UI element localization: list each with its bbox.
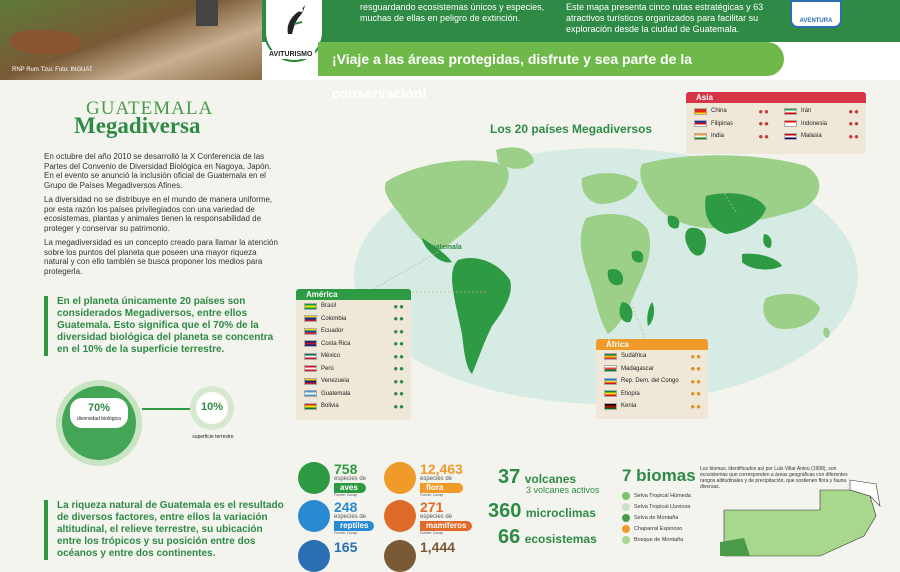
country-name: Malasia: [801, 133, 822, 140]
country-row-asia: [686, 105, 776, 118]
flag-icon: [304, 315, 317, 322]
paragraph-2: La diversidad no se distribuye en el mundo de manera uniforme, por esta razón los países privilegiados con una variedad de ecosistemas, plantas y animales tienen la responsabilidad de proteger y conservar su patrimonio.: [44, 195, 273, 233]
biome-color-dot: [622, 503, 630, 511]
rock-shape: [10, 30, 80, 54]
country-name: Etiopía: [621, 390, 640, 397]
biome-item: [622, 492, 691, 500]
country-name: Colombia: [321, 315, 347, 322]
flag-icon: [604, 378, 617, 385]
biodiversity-percent: 70%: [87, 402, 111, 414]
species-source: Fuente: Conap: [334, 531, 358, 535]
country-row-america: [296, 350, 411, 363]
biome-color-dot: [622, 536, 630, 544]
biome-name: Selva Tropical Húmeda: [634, 493, 691, 499]
microclimas-stat: [488, 500, 596, 523]
flag-icon: [304, 403, 317, 410]
country-row-africa: [596, 363, 708, 376]
species-photo-icon: [298, 462, 330, 494]
animal-icon: ●●: [758, 131, 770, 141]
ecosistemas-stat: [498, 526, 597, 549]
panel-america: [296, 289, 411, 420]
country-row-america: [296, 313, 411, 326]
country-row-africa: [596, 375, 708, 388]
biome-name: Selva de Montaña: [634, 515, 679, 521]
asia-country-list: [686, 103, 866, 143]
animal-icon: ●●: [690, 389, 702, 399]
flag-icon: [604, 390, 617, 397]
country-name: Filipinas: [711, 120, 734, 127]
title-guatemala: GUATEMALA: [86, 98, 214, 119]
country-name: Kenia: [621, 403, 637, 410]
country-name: India: [711, 133, 725, 140]
animal-icon: ●●: [393, 314, 405, 324]
africa-country-list: [596, 350, 708, 413]
country-row-asia: [776, 130, 866, 143]
volcanes-sub: 3 volcanes activos: [526, 485, 600, 495]
species-photo-icon: [384, 462, 416, 494]
country-name: Irán: [801, 108, 812, 115]
animal-icon: ●●: [848, 106, 860, 116]
animal-icon: ●●: [393, 339, 405, 349]
species-unit: especies de: [334, 514, 367, 520]
aventura-badge: [790, 0, 842, 28]
country-row-america: [296, 363, 411, 376]
ecosistemas-label: ecosistemas: [524, 532, 597, 546]
species-number: 248: [334, 499, 358, 515]
species-group: flora: [420, 483, 463, 493]
paragraph-3: La megadiversidad es un concepto creado para llamar la atención sobre los puntos del planeta que poseen una mayor riqueza natural y con ello también se busca proponer los medios para protegerla.: [44, 238, 278, 276]
country-name: Perú: [321, 365, 334, 372]
animal-icon: ●●: [848, 131, 860, 141]
guatemala-map-label: Guatemala: [426, 244, 462, 251]
country-name: Venezuela: [321, 378, 350, 385]
animal-icon: ●●: [758, 119, 770, 129]
paragraph-1: En octubre del año 2010 se desarrolló la X Conferencia de las Partes del Convenio de Diversidad Biológica en Nagoya, Japón. En el evento se anunció la inclusión oficial de Guatemala en el Grupo de Países Megadiversos Afines.: [44, 152, 272, 190]
animal-icon: ●●: [393, 389, 405, 399]
panel-africa: [596, 339, 708, 419]
animal-icon: ●●: [690, 351, 702, 361]
guatemala-biome-map: [700, 476, 890, 556]
title-megadiversa: Megadiversa: [74, 113, 201, 138]
flag-icon: [304, 365, 317, 372]
intro-left-text: resguardando ecosistemas únicos y especies, muchas de ellas en peligro de extinción.: [360, 2, 545, 23]
country-row-america: [296, 400, 411, 413]
animal-icon: ●●: [393, 351, 405, 361]
flag-icon: [304, 340, 317, 347]
flag-icon: [604, 403, 617, 410]
biome-color-dot: [622, 514, 630, 522]
photo-caption: RNP Rum Tzul. Foto: INGUAT: [12, 67, 93, 73]
species-group: aves: [334, 483, 366, 493]
species-stat: [384, 500, 472, 535]
species-photo-icon: [384, 500, 416, 532]
country-name: Bolivia: [321, 403, 339, 410]
flag-icon: [304, 378, 317, 385]
species-number: 271: [420, 499, 444, 515]
species-photo-icon: [298, 500, 330, 532]
species-stat: [384, 540, 455, 572]
biome-color-dot: [622, 492, 630, 500]
flag-icon: [304, 353, 317, 360]
animal-icon: ●●: [393, 376, 405, 386]
panel-asia-title: Asia: [686, 92, 866, 103]
flag-icon: [784, 120, 797, 127]
photo-trail: [0, 0, 262, 80]
country-row-america: [296, 300, 411, 313]
volcanes-number: 37: [498, 466, 521, 488]
surface-percent: 10%: [200, 401, 224, 413]
animal-icon: ●●: [393, 326, 405, 336]
country-row-asia: [686, 130, 776, 143]
microclimas-label: microclimas: [525, 506, 596, 520]
animal-icon: ●●: [393, 401, 405, 411]
animal-icon: ●●: [690, 364, 702, 374]
flag-icon: [694, 108, 707, 115]
country-name: Brasil: [321, 303, 337, 310]
animal-icon: ●●: [393, 301, 405, 311]
species-group: reptiles: [334, 521, 374, 531]
flag-icon: [604, 353, 617, 360]
species-stat: [298, 540, 357, 572]
species-source: Fuente: Conap: [420, 493, 444, 497]
species-number: 165: [334, 539, 358, 555]
animal-icon: ●●: [690, 401, 702, 411]
species-photo-icon: [384, 540, 416, 572]
connector-line: [142, 408, 190, 410]
volcanes-stat: [498, 466, 600, 495]
country-name: Madagascar: [621, 365, 655, 372]
intro-right-text: Este mapa presenta cinco rutas estratégicas y 63 atractivos turísticos organizados para facilitar su exploración desde la ciudad de Guatemala.: [566, 2, 764, 34]
species-unit: especies de: [420, 514, 453, 520]
species-number: 1,444: [420, 539, 456, 555]
flag-icon: [694, 120, 707, 127]
country-name: Guatemala: [321, 390, 351, 397]
species-stat: [298, 500, 374, 535]
aventura-label: AVENTURA: [799, 18, 833, 24]
biome-item: [622, 525, 682, 533]
callout-20-countries: En el planeta únicamente 20 países son considerados Megadiversos, entre ellos Guatemala. Esto significa que el 70% de la diversidad biológica del planeta se concentra en el 10% de la superficie terrestre.: [44, 296, 284, 356]
country-name: Indonesia: [801, 120, 828, 127]
biomas-note: Los biomas, identificados así por Luis Villar Anleu (1998), son ecosistemas que corresponden a áreas geográficas con diferentes rangos altitudinales y de precipitación, que sostienen flora y fauna diversas.: [700, 466, 848, 490]
bird-icon: [284, 4, 306, 38]
biomas-title: 7 biomas: [622, 466, 696, 485]
species-number: 12,463: [420, 461, 463, 477]
flag-icon: [784, 133, 797, 140]
country-row-africa: [596, 400, 708, 413]
flag-icon: [304, 390, 317, 397]
flag-icon: [304, 303, 317, 310]
country-name: Rep. Dem. del Congo: [621, 378, 679, 385]
ecosistemas-number: 66: [498, 526, 521, 548]
surface-label: superficie terrestre: [192, 434, 234, 440]
panel-asia: [686, 92, 866, 154]
biome-name: Bosque de Montaña: [634, 537, 684, 543]
animal-icon: ●●: [758, 106, 770, 116]
country-row-america: [296, 338, 411, 351]
flag-icon: [784, 108, 797, 115]
biome-item: [622, 536, 683, 544]
country-name: Costa Rica: [321, 340, 351, 347]
map-title: Los 20 países Megadiversos: [490, 122, 653, 136]
panel-africa-title: África: [596, 339, 708, 350]
biome-item: [622, 503, 690, 511]
biodiversity-label: diversidad biológica: [77, 416, 121, 422]
biome-name: Chaparral Espinoso: [634, 526, 683, 532]
species-source: Fuente: Conap: [420, 531, 444, 535]
biome-name: Selva Tropical Lluviosa: [634, 504, 691, 510]
species-unit: especies de: [420, 476, 453, 482]
country-row-asia: [686, 118, 776, 131]
flag-icon: [694, 133, 707, 140]
animal-icon: ●●: [690, 376, 702, 386]
flag-icon: [304, 328, 317, 335]
volcanes-label: volcanes: [524, 472, 577, 486]
biodiversity-circle: [56, 380, 142, 466]
species-unit: especies de: [334, 476, 367, 482]
panel-america-title: América: [296, 289, 411, 300]
microclimas-number: 360: [488, 500, 522, 522]
species-stat: [384, 462, 463, 497]
species-source: Fuente: Conap: [334, 493, 358, 497]
country-name: Ecuador: [321, 328, 344, 335]
country-row-africa: [596, 350, 708, 363]
species-group: mamíferos: [420, 521, 472, 531]
country-row-america: [296, 375, 411, 388]
country-row-asia: [776, 105, 866, 118]
country-row-america: [296, 325, 411, 338]
animal-icon: ●●: [393, 364, 405, 374]
biome-item: [622, 514, 678, 522]
slogan-banner: ¡Viaje a las áreas protegidas, disfrute y sea parte de la conservación!: [318, 42, 784, 76]
country-name: China: [711, 108, 727, 115]
country-row-asia: [776, 118, 866, 131]
country-name: México: [321, 353, 341, 360]
species-number: 758: [334, 461, 358, 477]
animal-icon: ●●: [848, 119, 860, 129]
species-photo-icon: [298, 540, 330, 572]
america-country-list: [296, 300, 411, 413]
species-stat: [298, 462, 366, 497]
callout-riqueza: La riqueza natural de Guatemala es el resultado de diversos factores, entre ellos la variación altitudinal, el relieve terrestre, su ubicación entre los trópicos y su posición entre dos océanos y entre dos continentes.: [44, 500, 284, 560]
country-name: Sudáfrica: [621, 353, 647, 360]
country-row-africa: [596, 388, 708, 401]
hiker-legs: [196, 0, 218, 26]
avi-label: AVITURISMO: [266, 50, 315, 59]
country-row-america: [296, 388, 411, 401]
flag-icon: [604, 365, 617, 372]
biome-color-dot: [622, 525, 630, 533]
